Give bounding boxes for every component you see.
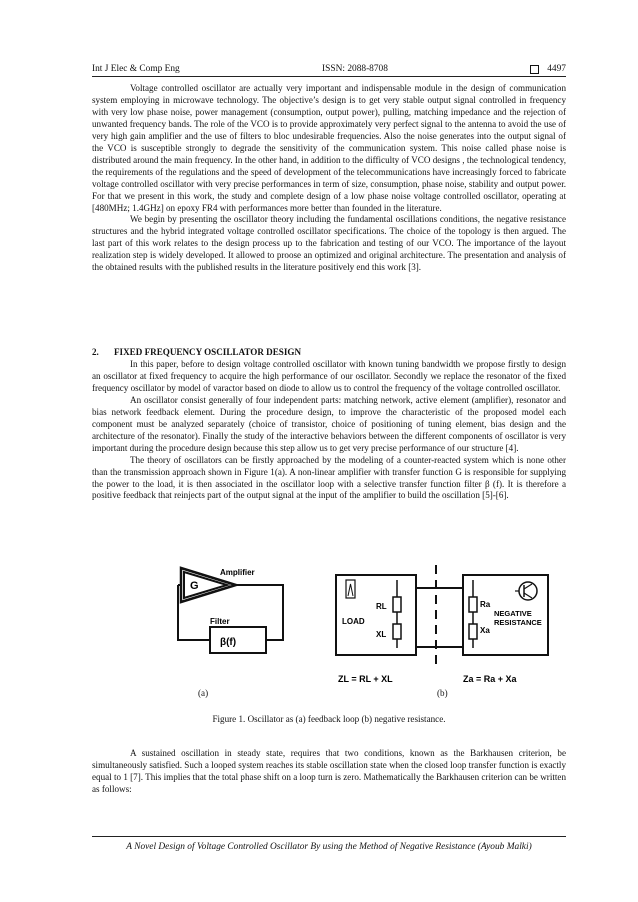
resistance-label: RESISTANCE	[494, 618, 542, 627]
beta-label: β(f)	[220, 637, 237, 648]
load-label: LOAD	[342, 617, 365, 626]
figure-1	[168, 560, 542, 710]
rl-label: RL	[376, 602, 387, 611]
za-equation: Za = Ra + Xa	[463, 674, 517, 684]
negative-resistance-diagram	[336, 565, 548, 684]
xl-label: XL	[376, 630, 387, 639]
section-title: FIXED FREQUENCY OSCILLATOR DESIGN	[114, 347, 302, 357]
closing-text	[92, 748, 566, 796]
transistor-icon	[519, 582, 537, 600]
intro-paragraph-2: We begin by presenting the oscillator theory including the fundamental oscillations conditions, the negative resistance structures and the hybrid integrated voltage controlled oscillator specifications. The choice of the topology is then argued. The last part of this work relates to the design process up to the fabrication and testing of our VCO. The importance of the layout realization step is widely developed. It allowed to proose an optimized and original architecture. The presentation and analysis of the obtained results with the published results in the literature positively end this work [3].	[92, 214, 566, 273]
ra-resistor	[469, 597, 477, 612]
load-block	[336, 575, 416, 655]
subfigure-a-label: (a)	[198, 688, 209, 698]
ra-label: Ra	[480, 600, 491, 609]
zl-equation: ZL = RL + XL	[338, 674, 393, 684]
section-heading	[92, 347, 301, 357]
gain-label: G	[190, 580, 199, 592]
running-header	[92, 60, 566, 74]
feedback-loop-diagram	[178, 568, 283, 653]
header-right	[530, 64, 566, 74]
header-rule	[92, 76, 566, 77]
amplifier-label: Amplifier	[220, 568, 255, 577]
closing-paragraph: A sustained oscillation in steady state, requires that two conditions, known as the Barkhausen criterion, be simultaneously satisfied. Such a looped system reaches its stable oscillation state when the closed loop transfer function is exactly equal to 1 [7]. This implies that the total phase shift on a loop turn is zero. Mathematically the Barkhausen criterion can be written as follows:	[92, 748, 566, 794]
section-text	[92, 359, 566, 502]
checkbox-square-icon	[530, 65, 539, 74]
xa-label: Xa	[480, 626, 490, 635]
antenna-mast-icon	[348, 584, 353, 596]
section-paragraph-2: An oscillator consist generally of four independent parts: matching network, active element (amplifier), resonator and bias network feedback element. During the procedure design, to improve the characteristic of the proposed model each component must be analyzed separately (choice of transistor, choice of positioning of tuning element, bias design and the architecture of the resonator). Finally the study of the interactive behaviors between the different components of oscillator is very important during the procedure design because this step allow us to get very precise performance of our structure [4].	[92, 394, 566, 453]
filter-label: Filter	[210, 617, 230, 626]
xl-reactance	[393, 624, 401, 639]
issn: ISSN: 2088-8708	[322, 64, 388, 74]
xa-reactance	[469, 624, 477, 639]
section-paragraph-3: The theory of oscillators can be firstly approached by the modeling of a counter-reacted system which is none other than the transmission approach shown in Figure 1(a). A non-linear amplifier with transfer function G is responsible for supplying the power to the load, it is then associated in the oscillator loop with a selective transfer function filter β (f). It is therefore a positive feedback that reinjects part of the output signal at the input of the amplifier to build the oscillation [5]-[6].	[92, 454, 566, 501]
journal-name: Int J Elec & Comp Eng	[92, 64, 180, 74]
subfigure-b-label: (b)	[437, 688, 448, 698]
section-paragraph-1: In this paper, before to design voltage controlled oscillator with known tuning bandwidth we propose firstly to design an oscillator at fixed frequency to acquire the high performance of our oscillator. Secondly we replace the resonator of the fixed frequency oscillator by model of varactor based on diode to allow us to control the frequency of the voltage controlled oscillator.	[92, 359, 566, 393]
page-number: 4497	[547, 64, 566, 74]
running-footer: A Novel Design of Voltage Controlled Oscillator By using the Method of Negative Resistance (Ayoub Malki)	[126, 842, 532, 852]
rl-resistor	[393, 597, 401, 612]
figure-caption: Figure 1. Oscillator as (a) feedback loop (b) negative resistance.	[212, 714, 446, 724]
footer-rule	[92, 836, 566, 837]
filter-block	[210, 627, 266, 653]
intro-text	[92, 83, 566, 274]
section-number: 2.	[92, 347, 99, 357]
negative-label: NEGATIVE	[494, 609, 532, 618]
intro-paragraph-1: Voltage controlled oscillator are actually very important and indispensable module in the design of communication system employing in microwave technology. The objective’s design is to get very stable output signal controlled in frequency with very low phase noise, power management (consumption, output power), pulling, matching impedance and the rejection of unwanted frequency bands. The role of the VCO is to provide approximately very perfect signal to the antenna to avoid the use of very high gain amplifier and the use of filters to bloc undesirable frequencies. Also the noise generates into the output signal of the VCO is susceptible strongly to degrade the sensitivity of the communication system. This noise called phase noise is distributed around the main frequency. In the other hand, in addition to the difficulty of VCO designs , the technological tendency, the requirements of the regulations and the speed of development of the telecommunications have increasingly forced to fabricate voltage controlled oscillator with very precise performances in term of size, consumption, phase noise, stability and output power. For that we present in this work, the study and complete design of a low phase noise voltage controlled oscillator, operating at [480MHz; 1.4GHz] on epoxy FR4 with performances more better than founded in the literature.	[92, 83, 566, 213]
antenna-icon	[346, 580, 355, 598]
